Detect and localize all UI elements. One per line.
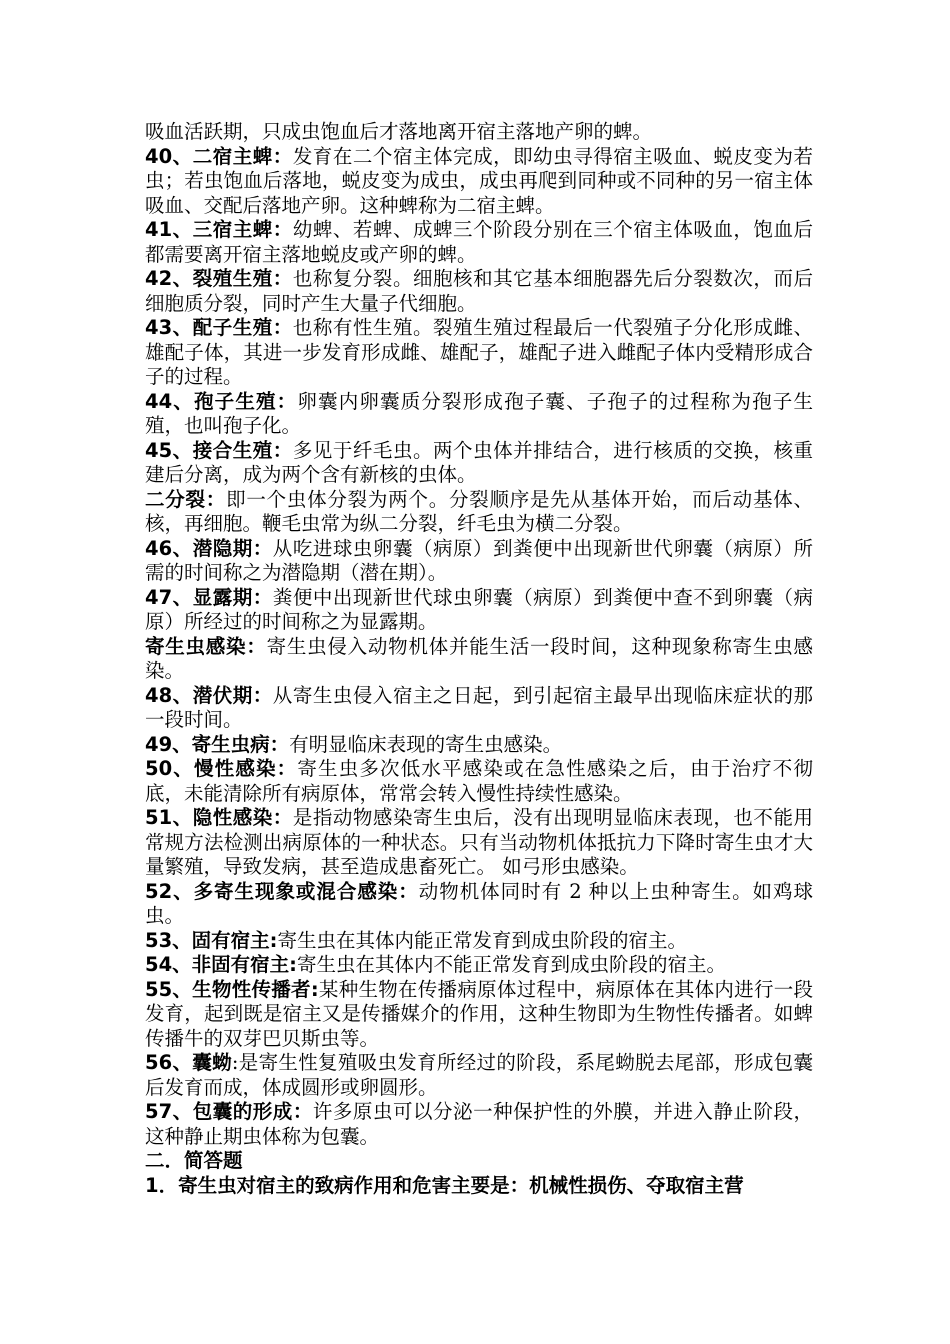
- entry-term: 56、囊蚴: [145, 1051, 232, 1074]
- entry-term: 54、非固有宿主:: [145, 953, 297, 976]
- entry-text: 也称复分裂。细胞核和其它基本细胞器先后分裂数次，而后细胞质分裂，同时产生大量子代细胞。: [145, 267, 813, 315]
- entry-text: 寄生虫侵入动物机体并能生活一段时间，这种现象称寄生虫感染。: [145, 634, 813, 682]
- entry-text: 吸血活跃期，只成虫饱血后才落地离开宿主落地产卵的蜱。: [145, 120, 653, 143]
- entry-term: 42、裂殖生殖：: [145, 267, 293, 290]
- entry-text: 粪便中出现新世代球虫卵囊（病原）到粪便中查不到卵囊（病原）所经过的时间称之为显露期。: [145, 585, 813, 633]
- entry-51: [145, 806, 813, 880]
- entry-48: [145, 684, 813, 733]
- entry-43: [145, 316, 813, 390]
- entry-term: 寄生虫感染：: [145, 634, 267, 658]
- entry-text: 即一个虫体分裂为两个。分裂顺序是先从基体开始，而后动基体、核，再细胞。鞭毛虫常为纵二分裂，纤毛虫为横二分裂。: [145, 487, 813, 535]
- entry-term: 52、多寄生现象或混合感染：: [145, 879, 419, 903]
- entry-41: [145, 218, 813, 267]
- entry-term: 48、潜伏期：: [145, 683, 273, 707]
- entry-term: 51、隐性感染：: [145, 806, 293, 829]
- entry-56: [145, 1051, 813, 1100]
- entry-text: 从吃进球虫卵囊（病原）到粪便中出现新世代卵囊（病原）所需的时间称之为潜隐期（潜在期）。: [145, 536, 813, 584]
- entry-term: 40、二宿主蜱：: [145, 144, 293, 168]
- entry-50: [145, 757, 813, 806]
- entry-text: 某种生物在传播病原体过程中，病原体在其体内进行一段发育，起到既是宿主又是传播媒介的作用，这种生物即为生物性传播者。如蜱传播牛的双芽巴贝斯虫等。: [145, 977, 813, 1050]
- entry-40: [145, 145, 813, 219]
- entry-text: 从寄生虫侵入宿主之日起，到引起宿主最早出现临床症状的那一段时间。: [145, 683, 813, 731]
- entry-52: [145, 880, 813, 929]
- entry-term: 53、固有宿主:: [145, 928, 278, 952]
- entry-term: 50、慢性感染：: [145, 757, 298, 780]
- entry-text: 寄生虫在其体内不能正常发育到成虫阶段的宿主。: [296, 953, 726, 976]
- entry-54: [145, 953, 813, 978]
- entry-term: 46、潜隐期：: [145, 536, 273, 560]
- entry-text: 发育在二个宿主体完成，即幼虫寻得宿主吸血、蜕皮变为若虫；若虫饱血后落地，蜕皮变为成虫，成虫再爬到同种或不同种的另一宿主体吸血、交配后落地产卵。这种蜱称为二宿主蜱。: [145, 144, 813, 217]
- document-page: [145, 120, 813, 1198]
- entry-parasite-infection: [145, 635, 813, 684]
- entry-44: [145, 390, 813, 439]
- entry-47: [145, 586, 813, 635]
- entry-text: 动物机体同时有 2 种以上虫种寄生。如鸡球虫。: [145, 879, 813, 927]
- entry-term: 57、包囊的形成：: [145, 1100, 313, 1123]
- entry-text: 多见于纤毛虫。两个虫体并排结合，进行核质的交换，核重建后分离，成为两个含有新核的虫体。: [145, 438, 813, 486]
- entry-text: 幼蜱、若蜱、成蜱三个阶段分别在三个宿主体吸血，饱血后都需要离开宿主落地蜕皮或产卵的蜱。: [145, 218, 813, 266]
- entry-text: 寄生虫在其体内能正常发育到成虫阶段的宿主。: [277, 928, 687, 952]
- entry-46: [145, 537, 813, 586]
- entry-55: [145, 978, 813, 1052]
- entry-term: 44、孢子生殖：: [145, 389, 298, 413]
- entry-text: 许多原虫可以分泌一种保护性的外膜，并进入静止阶段，这种静止期虫体称为包囊。: [145, 1100, 813, 1148]
- entry-text: 有明显临床表现的寄生虫感染。: [289, 732, 563, 756]
- entry-term: 47、显露期：: [145, 585, 273, 609]
- section-heading: 二．简答题: [145, 1149, 243, 1172]
- entry-42: [145, 267, 813, 316]
- entry-57: [145, 1100, 813, 1149]
- entry-term: 41、三宿主蜱：: [145, 218, 293, 241]
- entry-53: [145, 929, 813, 954]
- entry-text: 寄生虫多次低水平感染或在急性感染之后，由于治疗不彻底，未能清除所有病原体，常常会转入慢性持续性感染。: [145, 757, 813, 805]
- entry-text: 是指动物感染寄生虫后，没有出现明显临床表现，也不能用常规方法检测出病原体的一种状态。只有当动物机体抵抗力下降时寄生虫才大量繁殖，导致发病，甚至造成患畜死亡。 如弓形虫感染。: [145, 806, 813, 878]
- entry-45: [145, 439, 813, 488]
- question-1-line: 1．寄生虫对宿主的致病作用和危害主要是：机械性损伤、夺取宿主营: [145, 1173, 744, 1197]
- entry-text: :是寄生性复殖吸虫发育所经过的阶段，系尾蚴脱去尾部，形成包囊后发育而成，体成圆形或卵圆形。: [145, 1051, 813, 1099]
- entry-binary-fission: [145, 488, 813, 537]
- entry-term: 43、配子生殖：: [145, 316, 293, 339]
- entry-49: [145, 733, 813, 758]
- entry-term: 二分裂：: [145, 487, 227, 511]
- entry-text: 卵囊内卵囊质分裂形成孢子囊、子孢子的过程称为孢子生殖，也叫孢子化。: [145, 389, 813, 437]
- entry-text: 也称有性生殖。裂殖生殖过程最后一代裂殖子分化形成雌、雄配子体，其进一步发育形成雌、雄配子，雄配子进入雌配子体内受精形成合子的过程。: [145, 316, 813, 388]
- entry-0: [145, 120, 813, 145]
- entry-term: 49、寄生虫病：: [145, 732, 290, 756]
- entry-term: 55、生物性传播者:: [145, 977, 319, 1001]
- entry-term: 45、接合生殖：: [145, 438, 293, 462]
